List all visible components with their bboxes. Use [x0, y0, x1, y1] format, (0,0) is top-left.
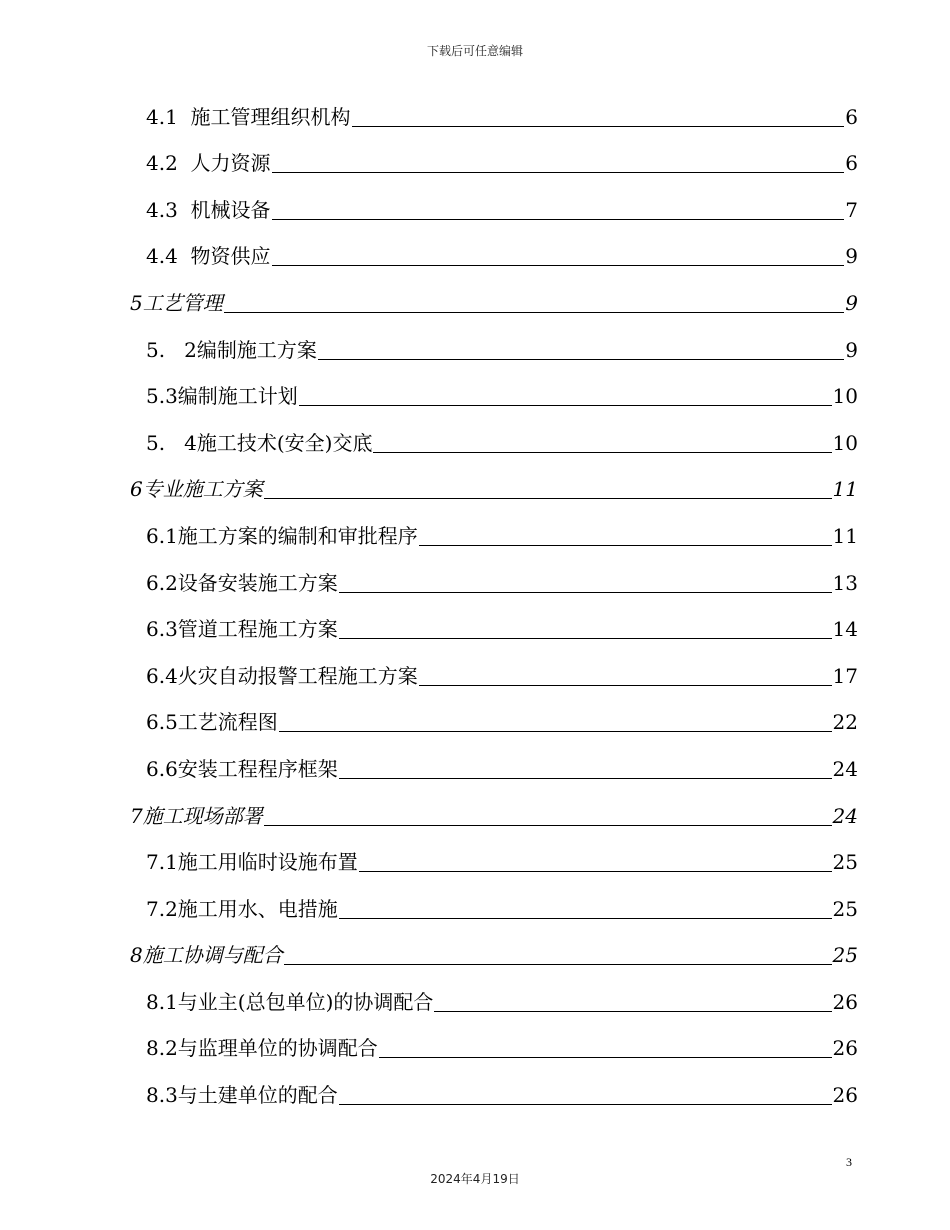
toc-entry-page: 26	[832, 1083, 858, 1108]
toc-entry[interactable]	[130, 791, 858, 838]
toc-entry-title: 6.6安装工程程序框架	[146, 756, 338, 781]
toc-entry-page: 14	[832, 617, 858, 642]
toc-entry-title: 5. 4施工技术(安全)交底	[146, 430, 373, 455]
toc-entry-page: 11	[832, 477, 858, 502]
toc-entry[interactable]	[130, 465, 858, 512]
toc-entry-page: 25	[832, 896, 858, 921]
toc-entry-page: 26	[832, 989, 858, 1014]
toc-leader-line	[379, 1056, 832, 1058]
toc-entry-page: 13	[832, 570, 858, 595]
toc-leader-line	[419, 684, 832, 686]
toc-leader-line	[279, 730, 832, 732]
toc-entry[interactable]	[130, 511, 858, 558]
toc-entry[interactable]	[130, 744, 858, 791]
toc-entry-page: 11	[832, 523, 858, 548]
toc-entry[interactable]	[130, 838, 858, 885]
toc-entry-title: 6.4火灾自动报警工程施工方案	[146, 663, 418, 688]
toc-entry[interactable]	[130, 418, 858, 465]
toc-entry[interactable]	[130, 884, 858, 931]
toc-entry-page: 24	[832, 756, 858, 781]
toc-entry[interactable]	[130, 185, 858, 232]
toc-entry-page: 9	[845, 244, 858, 269]
toc-leader-line	[318, 358, 844, 360]
toc-entry-page: 6	[845, 104, 858, 129]
toc-entry-title: 6.5工艺流程图	[146, 710, 278, 735]
toc-entry[interactable]	[130, 651, 858, 698]
toc-entry-title: 8.2与监理单位的协调配合	[146, 1036, 378, 1061]
toc-entry-page: 9	[845, 337, 858, 362]
toc-leader-line	[284, 963, 832, 965]
toc-entry[interactable]	[130, 605, 858, 652]
toc-leader-line	[272, 171, 845, 173]
toc-leader-line	[272, 218, 845, 220]
toc-entry[interactable]	[130, 232, 858, 279]
page-footer-date: 2024年4月19日	[430, 1172, 520, 1186]
toc-entry-title: 5工艺管理	[130, 290, 223, 315]
toc-leader-line	[272, 264, 845, 266]
toc-entry-page: 25	[832, 850, 858, 875]
toc-entry[interactable]	[130, 92, 858, 139]
toc-entry-title: 4.1 施工管理组织机构	[146, 104, 351, 129]
toc-entry-title: 6.1施工方案的编制和审批程序	[146, 523, 418, 548]
toc-entry[interactable]	[130, 325, 858, 372]
toc-entry-page: 26	[832, 1036, 858, 1061]
toc-entry-title: 5.3编制施工计划	[146, 384, 298, 409]
toc-entry[interactable]	[130, 698, 858, 745]
toc-leader-line	[352, 125, 845, 127]
toc-leader-line	[359, 870, 832, 872]
toc-entry-title: 6.2设备安装施工方案	[146, 570, 338, 595]
toc-entry-page: 17	[832, 663, 858, 688]
toc-leader-line	[339, 637, 832, 639]
toc-entry-title: 7施工现场部署	[130, 803, 263, 828]
toc-leader-line	[339, 777, 832, 779]
toc-entry[interactable]	[130, 1024, 858, 1071]
toc-entry-title: 7.2施工用水、电措施	[146, 896, 338, 921]
toc-leader-line	[224, 311, 845, 313]
toc-leader-line	[264, 497, 832, 499]
toc-entry-title: 7.1施工用临时设施布置	[146, 850, 358, 875]
toc-entry-title: 6.3管道工程施工方案	[146, 617, 338, 642]
toc-leader-line	[339, 591, 832, 593]
toc-entry-title: 4.4 物资供应	[146, 244, 271, 269]
page-number: 3	[846, 1155, 852, 1169]
toc-leader-line	[339, 1103, 832, 1105]
page-header: 下载后可任意编辑	[426, 44, 523, 58]
toc-entry-page: 22	[832, 710, 858, 735]
table-of-contents	[130, 92, 858, 1117]
toc-leader-line	[419, 544, 832, 546]
toc-leader-line	[264, 824, 832, 826]
toc-entry-page: 10	[832, 384, 858, 409]
toc-entry-title: 5. 2编制施工方案	[146, 337, 317, 362]
toc-entry-page: 24	[832, 803, 858, 828]
toc-entry[interactable]	[130, 931, 858, 978]
toc-leader-line	[373, 451, 831, 453]
toc-entry-page: 7	[845, 197, 858, 222]
toc-entry[interactable]	[130, 1070, 858, 1117]
toc-entry[interactable]	[130, 372, 858, 419]
toc-leader-line	[434, 1010, 831, 1012]
toc-entry-page: 25	[832, 943, 858, 968]
toc-entry-title: 6专业施工方案	[130, 477, 263, 502]
toc-entry-title: 8.1与业主(总包单位)的协调配合	[146, 989, 434, 1014]
toc-entry[interactable]	[130, 558, 858, 605]
toc-leader-line	[339, 917, 832, 919]
toc-leader-line	[299, 404, 832, 406]
toc-entry[interactable]	[130, 139, 858, 186]
toc-entry-page: 6	[845, 151, 858, 176]
toc-entry-title: 4.2 人力资源	[146, 151, 271, 176]
toc-entry-page: 10	[832, 430, 858, 455]
toc-entry-title: 8施工协调与配合	[130, 943, 283, 968]
toc-entry-page: 9	[845, 290, 858, 315]
toc-entry-title: 4.3 机械设备	[146, 197, 271, 222]
toc-entry-title: 8.3与土建单位的配合	[146, 1083, 338, 1108]
toc-entry[interactable]	[130, 977, 858, 1024]
toc-entry[interactable]	[130, 278, 858, 325]
